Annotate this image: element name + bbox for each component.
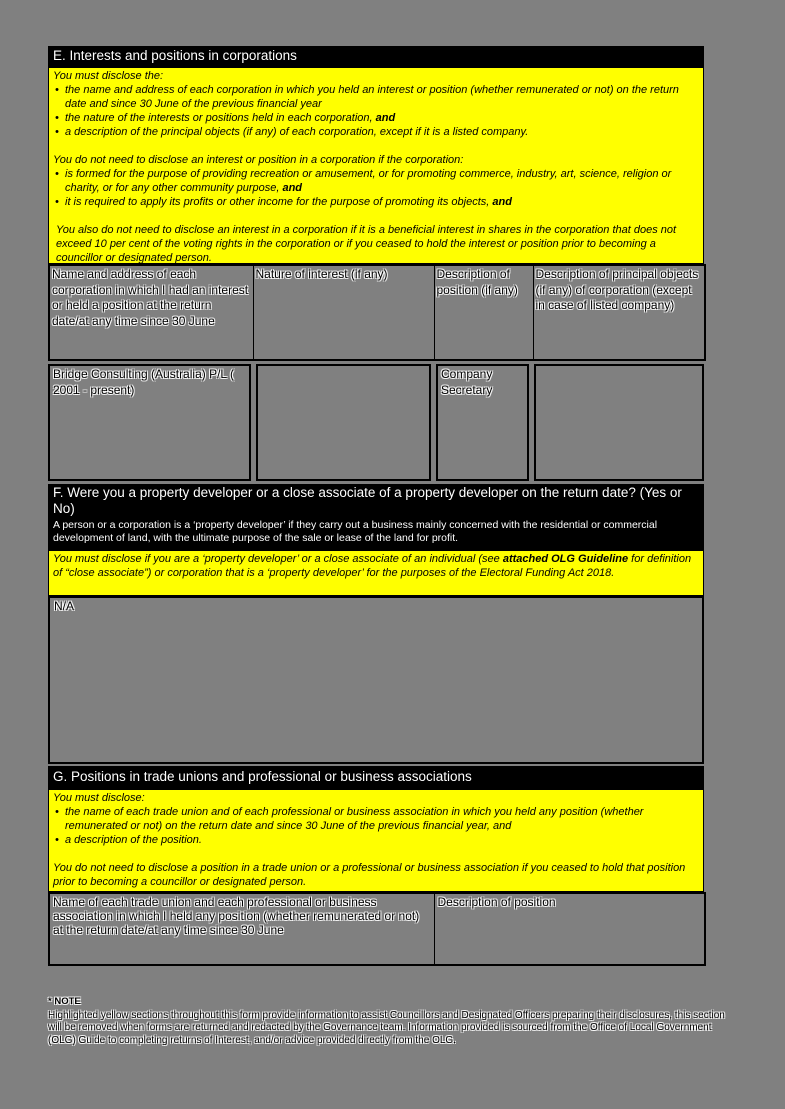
instruction-paragraph: You must disclose if you are a ‘property developer’ or a close associate of an individual (see attached OLG Guideline for definition of “close associate”) or corporation that is a ‘property developer’ for the purposes of the Electoral Funding Act 2018. <box>53 553 692 579</box>
instruction-paragraph: You do not need to disclose a position in a trade union or a professional or business association if you ceased to hold that position prior to becoming a councillor or designated person. <box>53 862 686 888</box>
instruction-paragraph: You also do not need to disclose an interest in a corporation if it is a beneficial interest in shares in the corporation that does not exceed 10 per cent of the voting rights in the corporation or if you ceased to hold the interest or position prior to becoming a councillor or designated person. <box>56 224 677 264</box>
property-developer-answer-field[interactable]: N/A <box>48 596 704 764</box>
column-header-description-of-position: Description of position (if any) <box>434 265 533 360</box>
section-e-instructions <box>48 67 704 264</box>
column-header-position-description: Description of position <box>434 893 705 965</box>
instruction-paragraph: You do not need to disclose an interest or position in a corporation if the corporation: <box>53 154 464 166</box>
footer-note-heading: * NOTE <box>48 996 81 1007</box>
column-header-nature-of-interest: Nature of interest (if any) <box>253 265 434 360</box>
spacer <box>53 139 699 153</box>
instruction-intro: You must disclose the: <box>53 70 164 82</box>
instruction-bullet: • the name of each trade union and of each professional or business association in which you held any position (whether remunerated or not) on the return date and since 30 June of the previous financial year, and <box>53 805 699 833</box>
instruction-bullet: • the name and address of each corporation in which you held an interest or position (whether remunerated or not) on the return date and since 30 June of the previous financial year <box>53 83 699 111</box>
section-f-header <box>48 484 704 550</box>
section-e-title: E. Interests and positions in corporations <box>53 48 297 63</box>
corporations-table-header-row <box>49 265 705 360</box>
trade-unions-table <box>48 892 706 966</box>
footer-note <box>48 996 740 1047</box>
nature-of-interest-field[interactable] <box>256 364 431 481</box>
instruction-list <box>53 805 699 847</box>
principal-objects-field[interactable] <box>534 364 704 481</box>
instruction-intro: You must disclose: <box>53 792 145 804</box>
section-g-instructions <box>48 789 704 892</box>
spacer <box>53 209 699 223</box>
trade-unions-table-header-row <box>49 893 705 965</box>
instruction-bullet: • is formed for the purpose of providing recreation or amusement, or for promoting commerce, industry, art, science, religion or charity, or for any other community purpose, and <box>53 167 699 195</box>
instruction-bullet: • a description of the principal objects (if any) of each corporation, except if it is a listed company. <box>53 125 699 139</box>
section-f-subtitle: A person or a corporation is a ‘property developer’ if they carry out a business mainly concerned with the residential or commercial development of land, with the ultimate purpose of the sale or lease of the land for profit. <box>53 519 658 544</box>
instruction-bullet: • a description of the position. <box>53 833 699 847</box>
instruction-list <box>53 167 699 209</box>
corporations-table-row <box>48 364 704 481</box>
column-header-principal-objects: Description of principal objects (if any) of corporation (except in case of listed company) <box>533 265 705 360</box>
footer-note-text: Highlighted yellow sections throughout this form provide information to assist Councillors and Designated Officers preparing their disclosures, this section will be removed when forms are returned and redacted by the Governance team. Information provided is sourced from the Office of Local Government (OLG) Guide to completing returns of Interest, and/or advice provided directly from the OLG. <box>48 1009 725 1046</box>
section-f-instructions <box>48 550 704 596</box>
instruction-list <box>53 83 699 139</box>
column-header-corporation-name: Name and address of each corporation in which I had an interest or held a position at the return date/at any time since 30 June <box>49 265 253 360</box>
instruction-bullet: • it is required to apply its profits or other income for the purpose of promoting its objects, and <box>53 195 699 209</box>
section-g-header <box>48 766 704 789</box>
corporation-name-field[interactable]: Bridge Consulting (Australia) P/L ( 2001 - present) <box>48 364 251 481</box>
section-g-title: G. Positions in trade unions and professional or business associations <box>53 769 472 784</box>
instruction-bullet: • the nature of the interests or positions held in each corporation, and <box>53 111 699 125</box>
section-e-header <box>48 46 704 67</box>
corporations-table <box>48 264 706 361</box>
form-content <box>48 46 725 1047</box>
section-f-title: F. Were you a property developer or a close associate of a property developer on the return date? (Yes or No) <box>53 485 682 516</box>
column-header-trade-union-name: Name of each trade union and each professional or business association in which I held any position (whether remunerated or not) at the return date/at any time since 30 June <box>49 893 434 965</box>
description-of-position-field[interactable]: Company Secretary <box>436 364 529 481</box>
spacer <box>53 847 699 861</box>
